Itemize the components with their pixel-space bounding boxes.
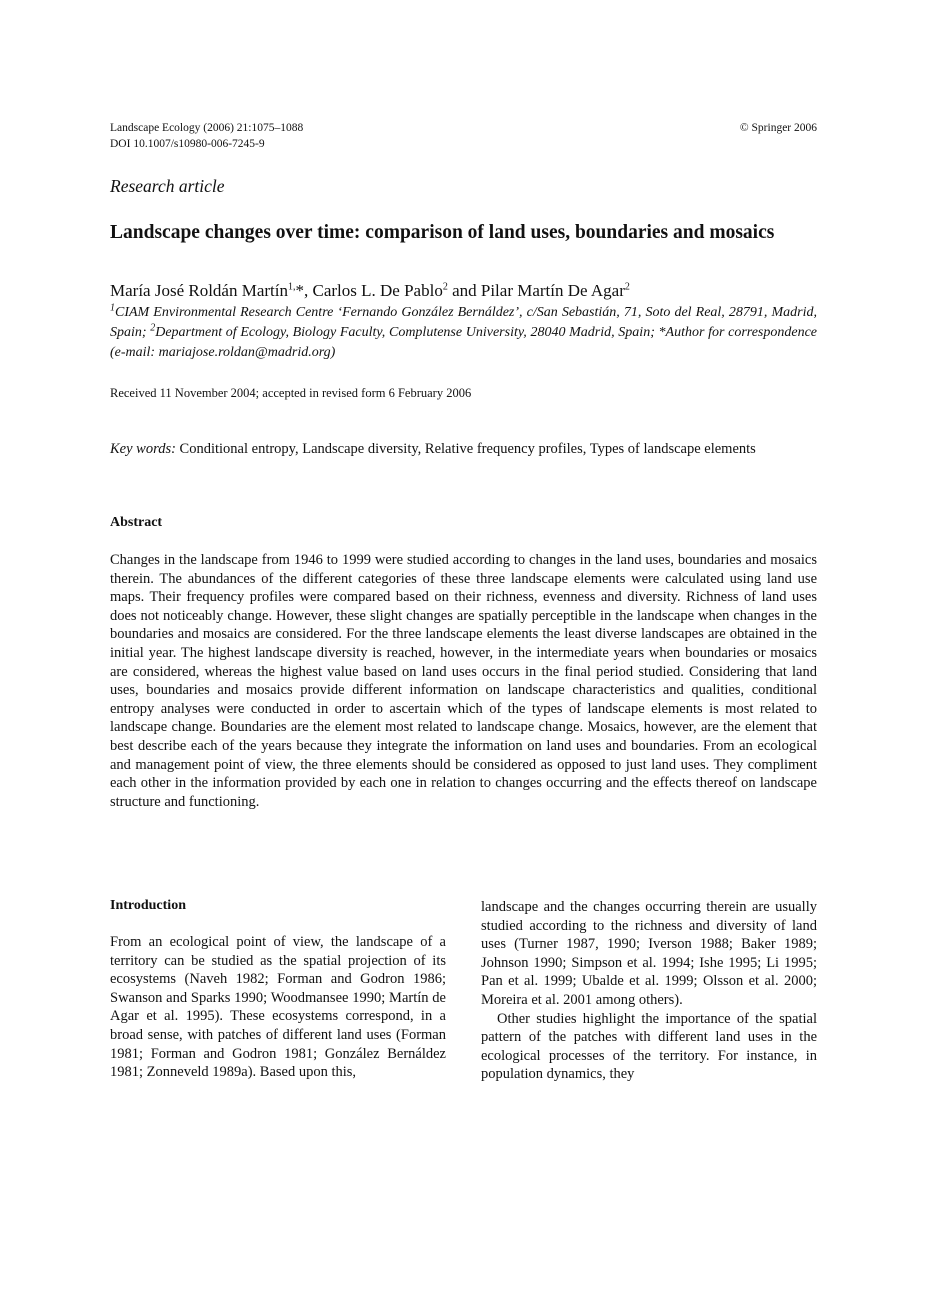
- copyright: © Springer 2006: [739, 122, 817, 134]
- keywords: [110, 440, 817, 459]
- article-type: Research article: [110, 176, 225, 196]
- keywords-text: Conditional entropy, Landscape diversity, Relative frequency profiles, Types of landscape elements: [175, 441, 756, 457]
- affiliation-mark: 2: [150, 322, 156, 334]
- right-column: [481, 898, 817, 1084]
- introduction-heading: Introduction: [110, 898, 186, 913]
- author-separator: and: [447, 281, 481, 300]
- left-column: [110, 933, 446, 1082]
- journal-citation: Landscape Ecology (2006) 21:1075–1088: [110, 122, 304, 134]
- body-paragraph: Other studies highlight the importance of the spatial pattern of the patches with different land uses in the ecological processes of the territory. For instance, in population dynamics, they: [481, 1010, 817, 1083]
- body-paragraph: From an ecological point of view, the landscape of a territory can be studied as the spatial projection of its ecosystems (Naveh 1982; Forman and Godron 1986; Swanson and Sparks 1990; Woodmansee 1990; Martín de Agar et al. 1995). These ecosystems correspond, in a broad sense, with patches of different land uses (Forman 1981; Forman and Godron 1981; González Bernáldez 1981; Zonneveld 1989a). Based upon this,: [110, 934, 446, 1081]
- abstract-text: Changes in the landscape from 1946 to 1999 were studied according to changes in the land uses, boundaries and mosaics therein. The abundances of the different categories of these three landscape elements were calculated using land use maps. Their frequency profiles were compared based on their richness, evenness and diversity. Richness of land uses does not noticeably change. However, these slight changes are spatially perceptible in the landscape when changes in the boundaries and mosaics are considered. For the three landscape elements the least diverse landscapes are obtained in the initial year. The highest landscape diversity is reached, however, in the intermediate years when boundaries or mosaics are considered, whereas the highest value based on land uses occurs in the final period studied. Considering that land uses, boundaries and mosaics provide different information on landscape characteristics and qualities, conditional entropy analyses were conducted in order to ascertain which of the types of landscape elements is most related to landscape change. Boundaries are the element most related to landscape change. Mosaics, however, are the element that best describe each of the years because they integrate the information on land uses and boundaries. From an ecological and management point of view, the three elements should be considered as opposed to just land uses. They compliment each other in the information provided by each one in relation to changes occurring and the effects thereof on landscape structure and functioning.: [110, 552, 817, 810]
- keywords-label: Key words:: [110, 441, 176, 457]
- author-name: Carlos L. De Pablo: [312, 281, 443, 300]
- affiliation-1: CIAM Environmental Research Centre ‘Fernando González Bernáldez’, c/San Sebastián, 71, Soto del Real, 28791, Madrid, Spain;: [110, 305, 817, 340]
- article-title: Landscape changes over time: comparison of land uses, boundaries and mosaics: [110, 222, 775, 243]
- author-list: [110, 281, 630, 301]
- journal-header: [110, 120, 303, 152]
- abstract-heading: Abstract: [110, 515, 163, 530]
- doi: DOI 10.1007/s10980-006-7245-9: [110, 138, 265, 150]
- author-name: Pilar Martín De Agar: [480, 281, 625, 300]
- author-name: María José Roldán Martín: [110, 281, 288, 300]
- affiliation-mark: 1: [110, 302, 115, 314]
- affiliation-mark: 2: [442, 281, 448, 293]
- body-paragraph: landscape and the changes occurring therein are usually studied according to the richness and diversity of land uses (Turner 1987, 1990; Iverson 1988; Baker 1989; Johnson 1990; Simpson et al. 1994; Ishe 1995; Li 1995; Pan et al. 1999; Ubalde et al. 1999; Olsson et al. 2000; Moreira et al. 2001 among others).: [481, 899, 817, 1008]
- affiliations: [110, 303, 817, 363]
- affiliation-mark: 1,: [288, 281, 296, 293]
- affiliation-2: Department of Ecology, Biology Faculty, Complutense University, 28040 Madrid, Spain; *Author for correspondence (e-mail: mariajose.roldan@madrid.org): [110, 325, 817, 360]
- corresponding-star: *,: [295, 281, 313, 300]
- received-dates: Received 11 November 2004; accepted in revised form 6 February 2006: [110, 386, 472, 400]
- affiliation-mark: 2: [624, 281, 630, 293]
